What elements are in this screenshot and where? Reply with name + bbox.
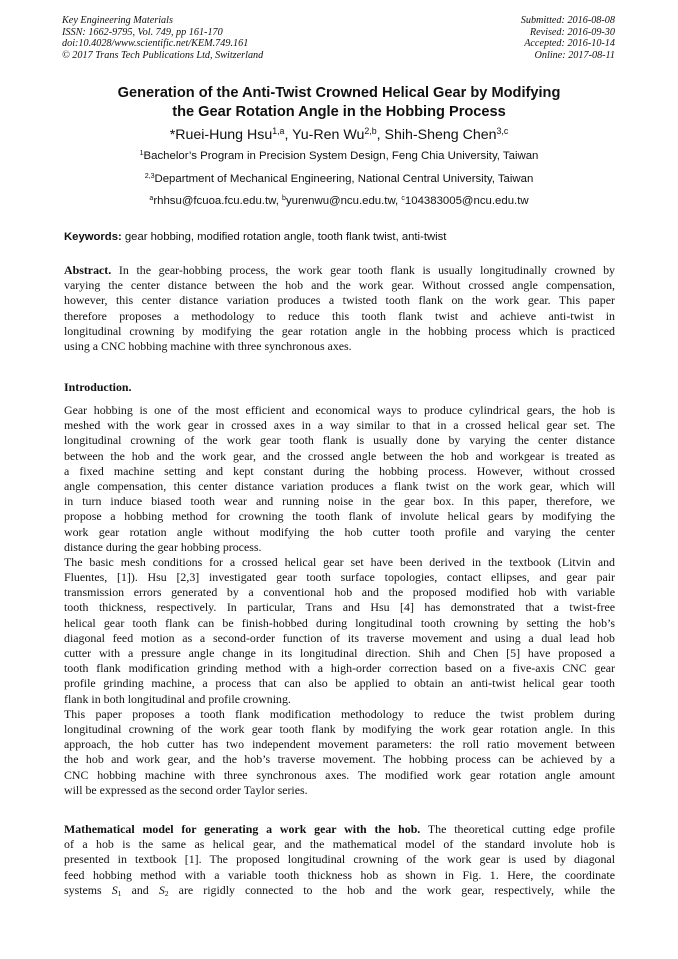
title-line-2: the Gear Rotation Angle in the Hobbing Process xyxy=(172,104,506,120)
intro-line: will be expressed as the second order Taylor series. xyxy=(64,782,308,797)
model-line xyxy=(64,822,615,837)
intro-line: the hob and work gear, and the hob’s traverse movement. The hobbing process can be achieved by a xyxy=(64,752,615,767)
email-mark: a xyxy=(149,195,154,203)
model-line: of a hob is the same as helical gear, and the mathematical model of the standard involute hob is xyxy=(64,837,615,852)
model-text: systems xyxy=(64,882,112,897)
abstract-label: Abstract. xyxy=(64,263,112,277)
math-subscript: 1 xyxy=(117,888,122,898)
keywords-text: gear hobbing, modified rotation angle, tooth flank twist, anti-twist xyxy=(121,231,447,243)
intro-line: The basic mesh conditions for a crossed helical gear set have been derived in the textbook (Litvin and xyxy=(64,554,615,569)
journal-header-right xyxy=(521,15,615,62)
model-line: presented in textbook [1]. The proposed longitudinal crowning of the work gear is used by diagonal xyxy=(64,852,615,867)
intro-line: This paper proposes a tooth flank modification methodology to reduce the twist problem during xyxy=(64,706,615,721)
model-line-text: The theoretical cutting edge profile xyxy=(420,822,615,836)
model-text: are rigidly connected to the hob and the work gear, respectively, while the xyxy=(168,882,615,897)
intro-line: flank in both longitudinal and profile crowning. xyxy=(64,691,291,706)
email-address: 104383005@ncu.edu.tw xyxy=(404,195,529,207)
email-mark: c xyxy=(401,195,405,203)
intro-line: cutter with a pressure angle change in its longitudinal direction. Shih and Chen [5] have proposed a xyxy=(64,646,615,660)
abstract-line: using a CNC hobbing machine with three synchronous axes. xyxy=(64,338,352,353)
model-text: and xyxy=(121,882,159,897)
issn-line: ISSN: 1662-9795, Vol. 749, pp 161-170 xyxy=(62,26,223,38)
intro-line: transmission errors generated by a conventional hob and the proposed modified hob with variable xyxy=(64,585,615,600)
author-affil-mark: 3,c xyxy=(496,126,509,137)
abstract-line: varying the center distance between the hob and the work gear. Without crossed angle compensation, xyxy=(64,278,615,293)
author-affil-mark: 2,b xyxy=(364,126,377,137)
affiliation-mark: 2,3 xyxy=(144,173,155,181)
keywords-label: Keywords: xyxy=(64,231,122,243)
author-separator: , xyxy=(284,127,293,143)
affiliation-1 xyxy=(60,150,618,162)
email-list xyxy=(60,195,618,207)
email-address: yurenwu@ncu.edu.tw, xyxy=(285,195,402,207)
introduction-heading: Introduction. xyxy=(64,380,132,394)
intro-line: work gear rotation angle without modifying the hob cutter tooth profile and varying the center xyxy=(64,524,615,539)
copyright-line: © 2017 Trans Tech Publications Ltd, Switzerland xyxy=(62,50,264,62)
journal-header-left xyxy=(62,15,263,62)
abstract-line xyxy=(64,263,615,278)
intro-line: approach, the hob cutter has two independent movement parameters: the roll ratio movement between xyxy=(64,737,615,752)
email-address: rhhsu@fcuoa.fcu.edu.tw, xyxy=(153,195,283,207)
abstract-line: longitudinal crowning by modifying the gear rotation angle in the hobbing process which is practiced xyxy=(64,323,615,338)
author-separator: , xyxy=(376,127,385,143)
doi-line: doi:10.4028/www.scientific.net/KEM.749.161 xyxy=(62,38,249,50)
affiliation-text: Bachelor’s Program in Precision System Design, Feng Chia University, Taiwan xyxy=(143,150,539,162)
introduction-body xyxy=(64,403,615,798)
abstract-line-text: In the gear-hobbing process, the work gear tooth flank is usually longitudinally crowned by xyxy=(111,263,615,277)
intro-line: between the hob and the work gear, and the crossed angle between the hob and workgear is treated as xyxy=(64,448,615,463)
submitted-date: Submitted: 2016-08-08 xyxy=(520,15,615,26)
intro-line: a fixed machine setting and kept constant during the hobbing process. However, without crossed xyxy=(64,463,615,478)
author-name: Shih-Sheng Chen xyxy=(384,127,497,143)
model-line xyxy=(64,883,615,898)
intro-line: propose a hobbing method for crowning the tooth flank of involute helical gears by modifying the xyxy=(64,509,615,524)
revised-date: Revised: 2016-09-30 xyxy=(529,26,615,38)
math-symbol-s2: S xyxy=(158,882,165,897)
intro-line: distance during the gear hobbing process. xyxy=(64,539,262,554)
math-symbol-s1: S xyxy=(111,882,118,897)
intro-line: helical gear tooth flank can be finish-hobbed during longitudinal tooth crowning by setting the hob’s xyxy=(64,615,615,630)
intro-line: diagonal feed motion as a second-order function of its traverse movement and using a dual lead hob xyxy=(64,630,615,645)
intro-line: Gear hobbing is one of the most efficient and economical ways to produce cylindrical gears, the hob is xyxy=(64,403,615,417)
affiliation-text: Department of Mechanical Engineering, National Central University, Taiwan xyxy=(154,173,534,185)
paper-title xyxy=(60,84,618,122)
intro-line: in turn induce biased tooth wear and running noise in the gear box. In this paper, therefore, we xyxy=(64,494,615,509)
intro-line: angle compensation, this center distance variation produces a flank twist on the work gear, which will xyxy=(64,478,615,493)
online-date: Online: 2017-08-11 xyxy=(534,50,615,62)
model-line: feed hobbing method with a variable tooth thickness hob as shown in Fig. 1. Here, the coordinate xyxy=(64,867,615,882)
intro-line: profile grinding machine, a process that can also be applied to obtain an anti-twist helical gear tooth xyxy=(64,676,615,691)
author-name: *Ruei-Hung Hsu xyxy=(169,127,273,143)
intro-line: meshed with the work gear in crossed axes in a way similar to that in a crossed helical gear set. The xyxy=(64,418,615,433)
intro-line: Fluentes, [1]). Hsu [2,3] investigated gear tooth surface topologies, contact ellipses, and gear pair xyxy=(64,570,615,585)
email-mark: b xyxy=(282,195,286,203)
author-list xyxy=(60,126,618,144)
abstract-line: therefore proposes a methodology to reduce this tooth flank twist and achieve anti-twist in xyxy=(64,308,615,323)
abstract-line: however, this center distance variation produces a twisted tooth flank on the work gear. This paper xyxy=(64,293,615,308)
affiliation-2 xyxy=(60,173,618,185)
math-subscript: 2 xyxy=(164,888,169,898)
accepted-date: Accepted: 2016-10-14 xyxy=(524,38,615,50)
author-name: Yu-Ren Wu xyxy=(292,127,365,143)
intro-line: longitudinal crowning of the work gear tooth flank by modifying the work gear rotation angle. In this xyxy=(64,721,615,736)
title-line-1: Generation of the Anti-Twist Crowned Helical Gear by Modifying xyxy=(117,85,561,101)
author-affil-mark: 1,a xyxy=(272,126,285,137)
intro-line: tooth flank modification grinding method with a high-order correction based on a five-axis CNC gear xyxy=(64,661,615,676)
model-heading: Mathematical model for generating a work gear with the hob. xyxy=(64,822,421,836)
model-section xyxy=(64,822,615,898)
journal-name: Key Engineering Materials xyxy=(62,15,173,26)
affiliation-mark: 1 xyxy=(139,150,144,158)
intro-line: tooth thickness, respectively. In particular, Trans and Hsu [4] has demonstrated that a twist-free xyxy=(64,600,615,615)
intro-line: longitudinal crowning of the work gear tooth flank is usually done by varying the center distance xyxy=(64,433,615,448)
intro-line: CNC hobbing machine with three synchronous axes. The modified work gear rotation angle amount xyxy=(64,767,615,782)
abstract xyxy=(64,263,615,354)
keywords-line xyxy=(64,230,616,244)
